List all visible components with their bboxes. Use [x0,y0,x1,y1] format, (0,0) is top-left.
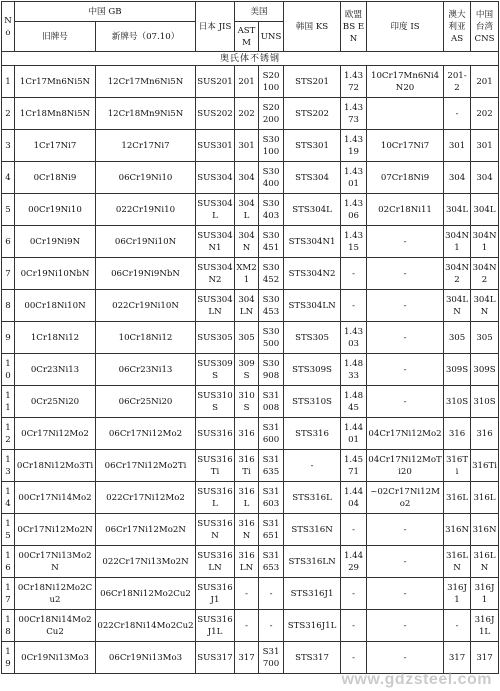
cell-old-grade: 1Cr18Ni12 [15,322,96,354]
cell-astm: 310S [235,386,259,418]
cell-uns: S31651 [259,514,284,546]
cell-jis: SUS304LN [196,290,235,322]
cell-uns: S31700 [259,642,284,674]
cell-astm: 316N [235,514,259,546]
cell-as: 316Ti [444,450,471,482]
cell-is: - [367,322,444,354]
cell-bs-en: 1.4319 [341,130,367,162]
cell-is: 02Cr18Ni11 [367,194,444,226]
cell-old-grade: 1Cr17Mn6Ni5N [15,66,96,98]
cell-old-grade: 0Cr25Ni20 [15,386,96,418]
cell-astm: 305 [235,322,259,354]
cell-uns: S30452 [259,258,284,290]
table-row [2,514,499,546]
cell-new-grade: 022Cr17Ni13Mo2N [96,546,196,578]
cell-new-grade: 022Cr17Ni12Mo2 [96,482,196,514]
cell-ks: STS310S [284,386,341,418]
cell-as: 316J1 [444,578,471,610]
cell-as: 201-2 [444,66,471,98]
cell-as: 316L [444,482,471,514]
cell-is: 07Cr18Ni9 [367,162,444,194]
table-row [2,290,499,322]
cell-bs-en: 1.4373 [341,98,367,130]
table-row [2,482,499,514]
cell-is: ~02Cr17Ni12Mo2 [367,482,444,514]
cell-no: 15 [2,514,15,546]
cell-jis: SUS304N2 [196,258,235,290]
cell-no: 5 [2,194,15,226]
cell-is: 04Cr17Ni12MoTi20 [367,450,444,482]
cell-uns: S30908 [259,354,284,386]
header-china-gb: 中国 GB [15,2,196,22]
cell-bs-en: 1.4401 [341,418,367,450]
table-row [2,418,499,450]
cell-jis: SUS301 [196,130,235,162]
cell-uns: S30451 [259,226,284,258]
cell-bs-en: 1.4833 [341,354,367,386]
cell-new-grade: 06Cr18Ni12Mo2Cu2 [96,578,196,610]
cell-new-grade: 06Cr17Ni12Mo2Ti [96,450,196,482]
cell-ks: STS316L [284,482,341,514]
cell-uns: S20100 [259,66,284,98]
table-row [2,130,499,162]
cell-astm: 304 [235,162,259,194]
cell-old-grade: 0Cr19Ni9N [15,226,96,258]
cell-new-grade: 06Cr19Ni13Mo3 [96,642,196,674]
cell-new-grade: 06Cr19Ni10N [96,226,196,258]
cell-ks: STS316 [284,418,341,450]
cell-ks: STS305 [284,322,341,354]
cell-bs-en: 1.4306 [341,194,367,226]
cell-ks: - [284,450,341,482]
cell-is: - [367,290,444,322]
cell-uns: S30500 [259,322,284,354]
header-india-is: 印度 IS [367,2,444,52]
header-no: No [2,2,15,52]
cell-bs-en: - [341,610,367,642]
cell-no: 12 [2,418,15,450]
cell-cns: 301 [471,130,499,162]
cell-as: 304N2 [444,258,471,290]
table-row [2,162,499,194]
cell-astm: 301 [235,130,259,162]
cell-no: 6 [2,226,15,258]
cell-jis: SUS304N1 [196,226,235,258]
cell-bs-en: 1.4845 [341,386,367,418]
cell-is: - [367,578,444,610]
cell-ks: STS316N [284,514,341,546]
table-row [2,258,499,290]
cell-cns: 304L [471,194,499,226]
cell-uns: S30403 [259,194,284,226]
cell-astm: 316Ti [235,450,259,482]
cell-cns: 316L [471,482,499,514]
cell-bs-en: 1.4301 [341,162,367,194]
cell-astm: 317 [235,642,259,674]
header-australia-as: 澳大利亚 AS [444,2,471,52]
cell-no: 2 [2,98,15,130]
cell-uns: - [259,578,284,610]
cell-is: 04Cr17Ni12Mo2 [367,418,444,450]
cell-ks: STS304N2 [284,258,341,290]
cell-jis: SUS316N [196,514,235,546]
cell-no: 18 [2,610,15,642]
header-korea-ks: 韩国 KS [284,2,341,52]
cell-as: 309S [444,354,471,386]
cell-ks: STS304 [284,162,341,194]
cell-bs-en: - [341,642,367,674]
cell-jis: SUS304L [196,194,235,226]
steel-grade-comparison-sheet [1,1,498,691]
grade-comparison-table [1,1,499,674]
cell-bs-en: - [341,290,367,322]
cell-no: 9 [2,322,15,354]
cell-old-grade: 0Cr18Ni12Mo2Cu2 [15,578,96,610]
cell-cns: 305 [471,322,499,354]
cell-cns: 316N [471,514,499,546]
cell-new-grade: 06Cr23Ni13 [96,354,196,386]
cell-jis: SUS202 [196,98,235,130]
table-row [2,194,499,226]
cell-old-grade: 00Cr18Ni10N [15,290,96,322]
cell-is: - [367,642,444,674]
cell-jis: SUS316LN [196,546,235,578]
cell-jis: SUS316J1L [196,610,235,642]
cell-cns: 304LN [471,290,499,322]
cell-jis: SUS310S [196,386,235,418]
cell-no: 16 [2,546,15,578]
cell-is: - [367,226,444,258]
cell-cns: 310S [471,386,499,418]
cell-no: 17 [2,578,15,610]
header-astm: ASTM [235,22,259,52]
cell-jis: SUS316 [196,418,235,450]
cell-is: - [367,354,444,386]
cell-astm: 316LN [235,546,259,578]
header-row-top [2,2,499,22]
cell-is [367,98,444,130]
cell-ks: STS304LN [284,290,341,322]
header-new-grade: 新牌号（07.10） [96,22,196,52]
cell-old-grade: 0Cr18Ni9 [15,162,96,194]
cell-old-grade: 0Cr19Ni10NbN [15,258,96,290]
cell-bs-en: 1.4303 [341,322,367,354]
header-taiwan-cns: 中国台湾 CNS [471,2,499,52]
cell-astm: XM21 [235,258,259,290]
cell-new-grade: 06Cr17Ni12Mo2N [96,514,196,546]
cell-astm: 316L [235,482,259,514]
cell-is: 10Cr17Ni7 [367,130,444,162]
cell-ks: STS304L [284,194,341,226]
cell-uns: S30400 [259,162,284,194]
cell-astm: 316 [235,418,259,450]
cell-is: - [367,386,444,418]
cell-old-grade: 1Cr18Mn8Ni5N [15,98,96,130]
cell-jis: SUS316L [196,482,235,514]
cell-new-grade: 12Cr17Ni7 [96,130,196,162]
cell-new-grade: 10Cr18Ni12 [96,322,196,354]
cell-no: 1 [2,66,15,98]
cell-old-grade: 00Cr19Ni10 [15,194,96,226]
cell-no: 13 [2,450,15,482]
cell-cns: 316LN [471,546,499,578]
watermark: www.gdzsteel.com [341,671,492,688]
cell-bs-en: - [341,514,367,546]
table-row [2,610,499,642]
cell-as: 305 [444,322,471,354]
cell-old-grade: 1Cr17Ni7 [15,130,96,162]
cell-old-grade: 0Cr23Ni13 [15,354,96,386]
cell-old-grade: 00Cr18Ni14Mo2Cu2 [15,610,96,642]
header-japan-jis: 日本 JIS [196,2,235,52]
cell-ks: STS316J1L [284,610,341,642]
cell-is: - [367,546,444,578]
cell-astm: 304LN [235,290,259,322]
cell-cns: 316J1 [471,578,499,610]
cell-cns: 309S [471,354,499,386]
cell-as: 316LN [444,546,471,578]
cell-bs-en: 1.4372 [341,66,367,98]
header-old-grade: 旧牌号 [15,22,96,52]
cell-jis: SUS317 [196,642,235,674]
cell-bs-en: 1.4429 [341,546,367,578]
cell-bs-en: - [341,258,367,290]
cell-new-grade: 06Cr17Ni12Mo2 [96,418,196,450]
cell-no: 11 [2,386,15,418]
cell-is: - [367,610,444,642]
cell-astm: - [235,610,259,642]
cell-uns: - [259,610,284,642]
cell-jis: SUS304 [196,162,235,194]
cell-jis: SUS201 [196,66,235,98]
cell-old-grade: 0Cr18Ni12Mo3Ti [15,450,96,482]
cell-uns: S20200 [259,98,284,130]
cell-old-grade: 00Cr17Ni13Mo2N [15,546,96,578]
cell-new-grade: 06Cr19Ni10 [96,162,196,194]
cell-bs-en: - [341,578,367,610]
cell-jis: SUS305 [196,322,235,354]
cell-uns: S31600 [259,418,284,450]
cell-as: 301 [444,130,471,162]
cell-old-grade: 0Cr17Ni12Mo2N [15,514,96,546]
section-title: 奥氏体不锈钢 [2,52,499,66]
cell-new-grade: 06Cr25Ni20 [96,386,196,418]
cell-no: 8 [2,290,15,322]
cell-astm: 304N [235,226,259,258]
table-row [2,98,499,130]
cell-ks: STS316LN [284,546,341,578]
cell-no: 7 [2,258,15,290]
cell-as: 316 [444,418,471,450]
cell-is: - [367,258,444,290]
cell-ks: STS317 [284,642,341,674]
table-row [2,642,499,674]
cell-ks: STS304N1 [284,226,341,258]
cell-ks: STS201 [284,66,341,98]
table-row [2,546,499,578]
cell-jis: SUS316J1 [196,578,235,610]
cell-uns: S30453 [259,290,284,322]
cell-new-grade: 12Cr18Mn9Ni5N [96,98,196,130]
cell-uns: S31008 [259,386,284,418]
cell-ks: STS316J1 [284,578,341,610]
table-row [2,66,499,98]
cell-bs-en: 1.4571 [341,450,367,482]
cell-astm: 309S [235,354,259,386]
header-usa: 美国 [235,2,284,22]
cell-bs-en: 1.4404 [341,482,367,514]
table-row [2,226,499,258]
cell-as: 304 [444,162,471,194]
cell-cns: 202 [471,98,499,130]
cell-bs-en: 1.4315 [341,226,367,258]
header-uns: UNS [259,22,284,52]
cell-ks: STS309S [284,354,341,386]
cell-cns: 317 [471,642,499,674]
cell-no: 14 [2,482,15,514]
cell-cns: 316Ti [471,450,499,482]
cell-new-grade: 022Cr19Ni10 [96,194,196,226]
cell-old-grade: 0Cr17Ni12Mo2 [15,418,96,450]
cell-uns: S31603 [259,482,284,514]
cell-old-grade: 00Cr17Ni14Mo2 [15,482,96,514]
cell-uns: S31635 [259,450,284,482]
cell-as: 304N1 [444,226,471,258]
cell-uns: S30100 [259,130,284,162]
cell-jis: SUS316Ti [196,450,235,482]
table-row [2,578,499,610]
cell-ks: STS202 [284,98,341,130]
cell-no: 19 [2,642,15,674]
cell-cns: 316J1L [471,610,499,642]
section-row [2,52,499,66]
header-eu-bs-en: 欧盟 BS EN [341,2,367,52]
cell-old-grade: 0Cr19Ni13Mo3 [15,642,96,674]
table-row [2,450,499,482]
cell-as: 304L [444,194,471,226]
cell-cns: 201 [471,66,499,98]
cell-astm: - [235,578,259,610]
cell-cns: 316 [471,418,499,450]
cell-ks: STS301 [284,130,341,162]
cell-cns: 304 [471,162,499,194]
cell-astm: 202 [235,98,259,130]
cell-new-grade: 022Cr18Ni14Mo2Cu2 [96,610,196,642]
cell-astm: 201 [235,66,259,98]
cell-as: - [444,610,471,642]
table-row [2,354,499,386]
cell-is: - [367,514,444,546]
cell-new-grade: 12Cr17Mn6Ni5N [96,66,196,98]
cell-is: 10Cr17Mn6Ni4N20 [367,66,444,98]
cell-cns: 304N2 [471,258,499,290]
cell-new-grade: 06Cr19Ni9NbN [96,258,196,290]
cell-as: 317 [444,642,471,674]
cell-as: 304LN [444,290,471,322]
cell-new-grade: 022Cr19Ni10N [96,290,196,322]
table-row [2,386,499,418]
cell-no: 10 [2,354,15,386]
cell-as: 310S [444,386,471,418]
cell-jis: SUS309S [196,354,235,386]
cell-as: 316N [444,514,471,546]
cell-cns: 304N1 [471,226,499,258]
table-row [2,322,499,354]
cell-astm: 304L [235,194,259,226]
cell-no: 4 [2,162,15,194]
cell-uns: S31653 [259,546,284,578]
cell-as: - [444,98,471,130]
cell-no: 3 [2,130,15,162]
